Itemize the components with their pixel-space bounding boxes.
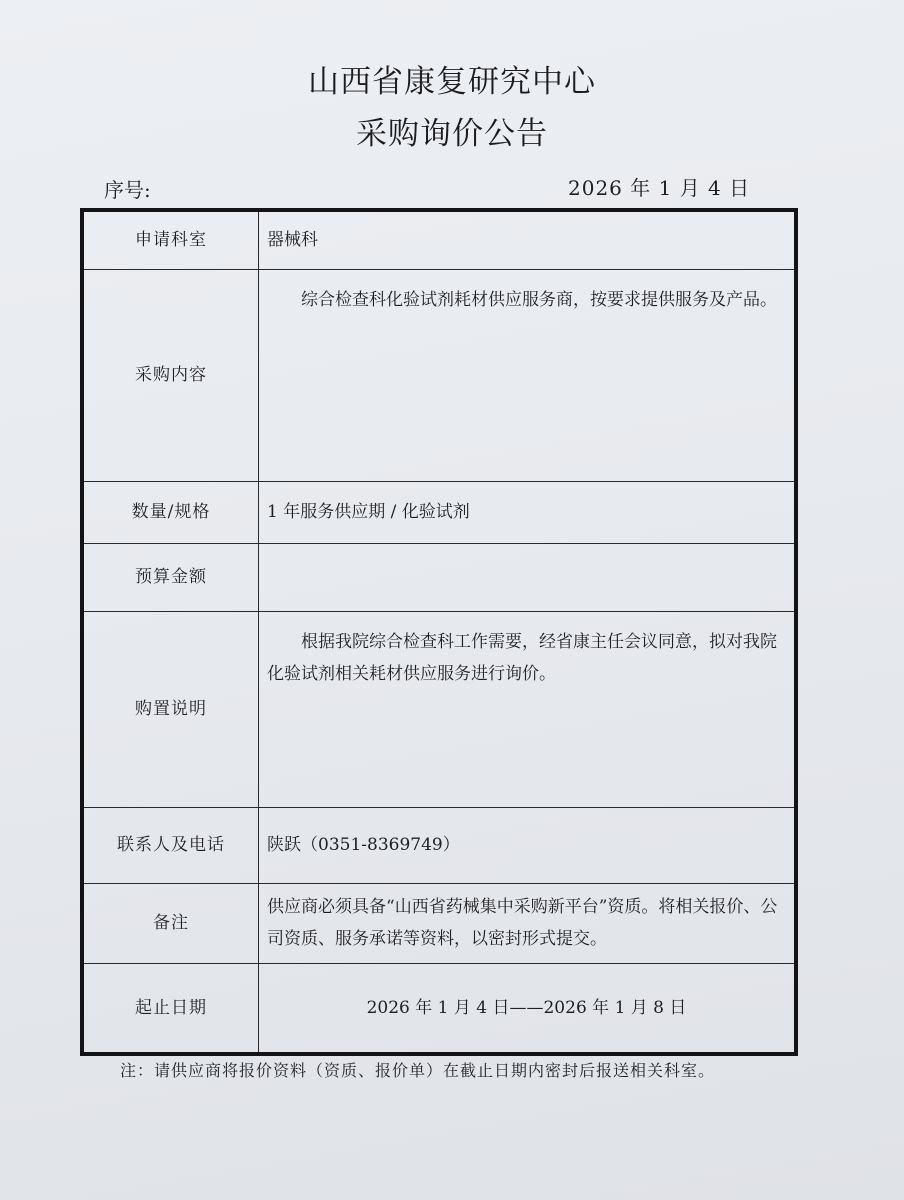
table-row [84,883,794,963]
row-value-budget [259,543,795,611]
serial-label: 序号: [104,178,151,202]
table-row [84,481,794,543]
row-value-date-range: 2026 年 1 月 4 日——2026 年 1 月 8 日 [259,963,795,1052]
notice-date: 2026 年 1 月 4 日 [568,176,751,200]
row-label-date-range: 起止日期 [84,963,259,1052]
footer-note: 注：请供应商将报价资料（资质、报价单）在截止日期内密封后报送相关科室。 [120,1061,716,1080]
row-label-contact: 联系人及电话 [84,807,259,883]
org-title: 山西省康复研究中心 [308,64,596,100]
notice-form-table [84,212,794,1052]
row-label-remarks: 备注 [84,883,259,963]
doc-title: 采购询价公告 [356,116,548,152]
row-label-purchase-reason: 购置说明 [84,611,259,807]
table-row [84,269,794,481]
row-value-content: 综合检查科化验试剂耗材供应服务商，按要求提供服务及产品。 [259,269,795,481]
row-value-remarks: 供应商必须具备“山西省药械集中采购新平台”资质。将相关报价、公司资质、服务承诺等资料，以密封形式提交。 [259,883,795,963]
row-label-department: 申请科室 [84,212,259,269]
table-row [84,807,794,883]
table-row [84,611,794,807]
row-label-budget: 预算金额 [84,543,259,611]
table-row [84,963,794,1052]
row-label-quantity: 数量/规格 [84,481,259,543]
row-label-content: 采购内容 [84,269,259,481]
table-row [84,543,794,611]
row-value-purchase-reason: 根据我院综合检查科工作需要，经省康主任会议同意，拟对我院化验试剂相关耗材供应服务进行询价。 [259,611,795,807]
row-value-department: 器械科 [259,212,795,269]
row-value-contact: 陕跃（0351-8369749） [259,807,795,883]
table-row [84,212,794,269]
row-value-quantity: 1 年服务供应期 / 化验试剂 [259,481,795,543]
